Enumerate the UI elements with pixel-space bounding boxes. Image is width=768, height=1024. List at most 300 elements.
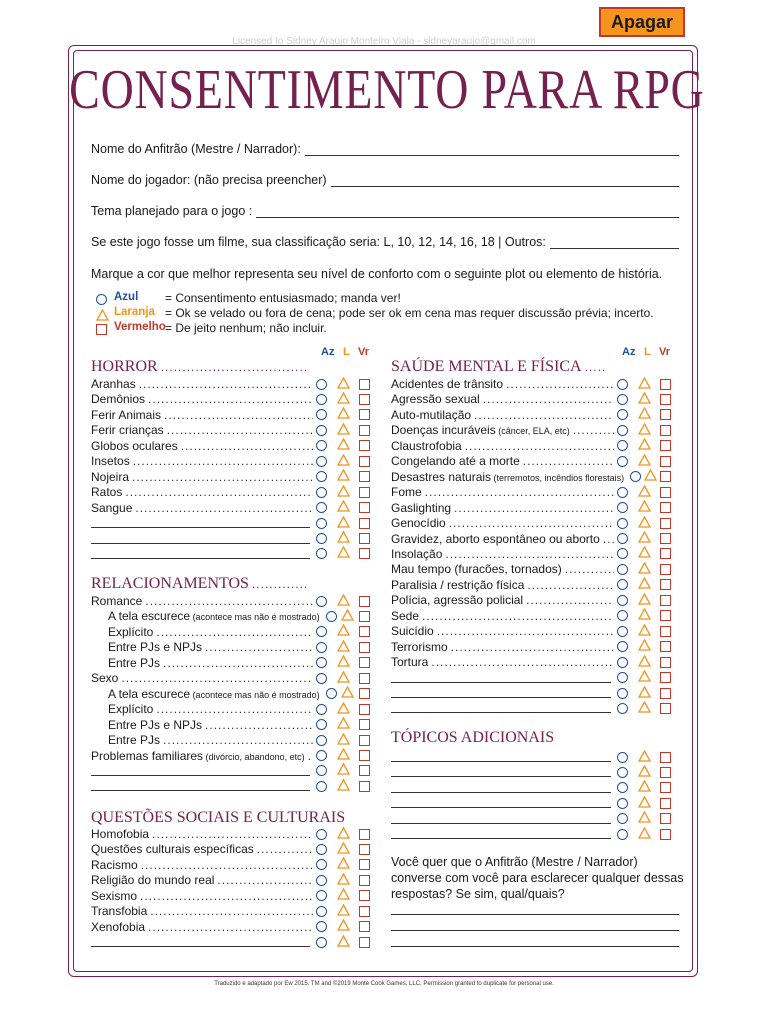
red-square-option[interactable] xyxy=(660,610,671,621)
blue-circle-option[interactable] xyxy=(316,596,327,607)
red-square-option[interactable] xyxy=(660,657,671,668)
orange-triangle-option[interactable] xyxy=(337,392,350,407)
orange-triangle-option[interactable] xyxy=(337,485,350,500)
red-square-option[interactable] xyxy=(660,456,671,467)
red-square-option[interactable] xyxy=(660,626,671,637)
rating-options xyxy=(316,842,370,857)
red-square-option[interactable] xyxy=(359,548,370,559)
item-label: A tela escurece (acontece mas não é mostrado) xyxy=(108,609,320,624)
orange-triangle-option[interactable] xyxy=(337,702,350,717)
blue-circle-option[interactable] xyxy=(316,921,327,932)
red-square-option[interactable] xyxy=(660,829,671,840)
blue-circle-option[interactable] xyxy=(316,890,327,901)
orange-triangle-option[interactable] xyxy=(638,577,651,592)
list-item xyxy=(391,407,671,423)
blank-item-line[interactable] xyxy=(391,783,611,793)
red-square-option[interactable] xyxy=(359,875,370,886)
item-label: Questões culturais específicas xyxy=(91,842,254,857)
blue-circle-option[interactable] xyxy=(617,409,628,420)
rating-options xyxy=(316,377,370,392)
blue-circle-option[interactable] xyxy=(617,657,628,668)
blue-circle-option[interactable] xyxy=(316,673,327,684)
orange-triangle-option[interactable] xyxy=(638,750,651,765)
red-square-option[interactable] xyxy=(660,394,671,405)
blue-circle-option[interactable] xyxy=(617,487,628,498)
orange-triangle-option[interactable] xyxy=(638,392,651,407)
blank-item-line[interactable] xyxy=(391,703,611,713)
red-square-option[interactable] xyxy=(359,688,370,699)
blue-circle-option[interactable] xyxy=(316,502,327,513)
blue-circle-option[interactable] xyxy=(316,394,327,405)
orange-triangle-option[interactable] xyxy=(337,733,350,748)
list-item xyxy=(91,888,370,904)
item-label: Romance xyxy=(91,594,143,608)
red-square-option[interactable] xyxy=(359,626,370,637)
rating-options xyxy=(617,608,671,623)
blank-item-line[interactable] xyxy=(391,673,611,683)
blank-item-line[interactable] xyxy=(91,937,310,947)
red-square-option[interactable] xyxy=(660,564,671,575)
red-square-option[interactable] xyxy=(359,502,370,513)
blank-item-line[interactable] xyxy=(391,688,611,698)
blue-circle-option[interactable] xyxy=(617,672,628,683)
list-item xyxy=(108,732,370,748)
orange-triangle-option[interactable] xyxy=(337,671,350,686)
blue-circle-option[interactable] xyxy=(617,579,628,590)
theme-field[interactable] xyxy=(91,204,679,218)
orange-triangle-option[interactable] xyxy=(638,670,651,685)
orange-triangle-option[interactable] xyxy=(337,717,350,732)
item-label: Sede xyxy=(391,608,420,623)
item-leader xyxy=(445,547,614,561)
legend-description: = Consentimento entusiasmado; manda ver! xyxy=(165,291,401,305)
red-square-option[interactable] xyxy=(359,765,370,776)
orange-triangle-option[interactable] xyxy=(337,438,350,453)
red-square-option[interactable] xyxy=(660,703,671,714)
orange-triangle-option[interactable] xyxy=(337,531,350,546)
blank-item-line[interactable] xyxy=(91,766,310,776)
item-label: Globos oculares xyxy=(91,438,178,453)
apagar-button[interactable]: Apagar xyxy=(599,7,685,37)
rating-options xyxy=(316,779,370,794)
orange-triangle-option[interactable] xyxy=(337,469,350,484)
orange-triangle-option[interactable] xyxy=(638,423,651,438)
rating-options xyxy=(617,796,671,811)
rating-options xyxy=(316,748,370,763)
orange-triangle-option[interactable] xyxy=(337,919,350,934)
blue-circle-option[interactable] xyxy=(316,626,327,637)
item-leader xyxy=(121,671,313,685)
list-item xyxy=(91,670,370,686)
orange-triangle-option[interactable] xyxy=(638,686,651,701)
blue-circle-option[interactable] xyxy=(316,471,327,482)
player-name-field[interactable] xyxy=(91,173,679,187)
red-square-option[interactable] xyxy=(359,890,370,901)
page-title: CONSENTIMENTO PARA RPG xyxy=(69,59,705,121)
rating-options xyxy=(617,377,671,392)
item-leader xyxy=(205,640,313,654)
item-label: Genocídio xyxy=(391,516,446,531)
item-label: Demônios xyxy=(91,392,146,407)
red-square-option[interactable] xyxy=(660,533,671,544)
blue-circle-option[interactable] xyxy=(316,425,327,436)
blue-circle-option[interactable] xyxy=(617,533,628,544)
item-leader xyxy=(141,858,313,872)
item-label: Fome xyxy=(391,485,422,500)
blue-circle-option[interactable] xyxy=(316,781,327,792)
blue-circle-option[interactable] xyxy=(326,688,337,699)
orange-triangle-option[interactable] xyxy=(337,655,350,670)
rating-options xyxy=(316,485,370,500)
orange-triangle-option[interactable] xyxy=(337,827,350,842)
orange-triangle-option[interactable] xyxy=(644,469,657,484)
orange-triangle-option[interactable] xyxy=(337,748,350,763)
rating-options xyxy=(617,562,671,577)
item-leader xyxy=(483,392,614,406)
rating-options xyxy=(617,454,671,469)
blue-circle-option[interactable] xyxy=(617,626,628,637)
blue-circle-option[interactable] xyxy=(316,875,327,886)
item-label: Entre PJs e NPJs xyxy=(108,717,203,732)
orange-triangle-option[interactable] xyxy=(337,500,350,515)
red-square-option[interactable] xyxy=(660,767,671,778)
red-square-option[interactable] xyxy=(359,642,370,653)
orange-triangle-option[interactable] xyxy=(337,377,350,392)
red-square-option[interactable] xyxy=(359,781,370,792)
red-square-option[interactable] xyxy=(359,750,370,761)
red-square-option[interactable] xyxy=(660,798,671,809)
red-square-option[interactable] xyxy=(359,394,370,405)
blue-circle-option[interactable] xyxy=(617,456,628,467)
blue-circle-option[interactable] xyxy=(617,564,628,575)
blue-circle-option[interactable] xyxy=(316,719,327,730)
orange-triangle-option[interactable] xyxy=(638,701,651,716)
orange-triangle-option[interactable] xyxy=(638,562,651,577)
blue-circle-option[interactable] xyxy=(617,798,628,809)
item-label: Transfobia xyxy=(91,904,148,919)
blank-item-line[interactable] xyxy=(391,752,611,762)
rating-options xyxy=(316,827,370,842)
item-leader xyxy=(425,485,614,499)
red-square-option[interactable] xyxy=(660,595,671,606)
list-item xyxy=(91,748,370,764)
red-square-option[interactable] xyxy=(359,440,370,451)
red-square-option[interactable] xyxy=(359,906,370,917)
orange-triangle-option[interactable] xyxy=(638,485,651,500)
red-square-option[interactable] xyxy=(359,596,370,607)
rating-options xyxy=(316,857,370,872)
red-square-option[interactable] xyxy=(359,456,370,467)
blue-circle-option[interactable] xyxy=(316,735,327,746)
red-square-option[interactable] xyxy=(660,548,671,559)
blank-item-line[interactable] xyxy=(391,829,611,839)
blank-item-row xyxy=(91,531,370,547)
blue-circle-option[interactable] xyxy=(617,703,628,714)
orange-triangle-option[interactable] xyxy=(638,796,651,811)
red-square-option[interactable] xyxy=(660,440,671,451)
item-label: Suicídio xyxy=(391,624,434,639)
list-item xyxy=(108,639,370,655)
blue-circle-option[interactable] xyxy=(316,704,327,715)
list-item xyxy=(91,469,370,485)
orange-triangle-option[interactable] xyxy=(337,624,350,639)
item-leader xyxy=(449,516,614,530)
blue-circle-option[interactable] xyxy=(316,456,327,467)
item-label: Aranhas xyxy=(91,377,136,391)
orange-triangle-option[interactable] xyxy=(337,873,350,888)
blue-circle-option[interactable] xyxy=(617,688,628,699)
question-text: converse com você para esclarecer qualquer dessas xyxy=(391,871,684,885)
orange-triangle-option[interactable] xyxy=(337,640,350,655)
theme-line[interactable] xyxy=(256,207,679,218)
red-square-option[interactable] xyxy=(359,518,370,529)
blue-circle-icon xyxy=(96,294,107,305)
blue-circle-option[interactable] xyxy=(617,641,628,652)
blue-circle-option[interactable] xyxy=(617,440,628,451)
section-heading xyxy=(91,574,309,594)
blank-item-line[interactable] xyxy=(391,767,611,777)
red-square-option[interactable] xyxy=(359,673,370,684)
orange-triangle-option[interactable] xyxy=(638,531,651,546)
red-square-option[interactable] xyxy=(359,425,370,436)
item-leader xyxy=(465,439,614,453)
blue-circle-option[interactable] xyxy=(316,906,327,917)
red-square-option[interactable] xyxy=(660,672,671,683)
item-label: Acidentes de trânsito xyxy=(391,377,504,391)
orange-triangle-option[interactable] xyxy=(638,639,651,654)
item-leader xyxy=(308,749,313,763)
red-square-option[interactable] xyxy=(359,829,370,840)
theme-label: Tema planejado para o jogo : xyxy=(91,204,253,218)
red-square-option[interactable] xyxy=(660,425,671,436)
host-name-line[interactable] xyxy=(305,145,679,156)
orange-triangle-option[interactable] xyxy=(638,407,651,422)
list-item xyxy=(91,857,370,873)
blank-item-line[interactable] xyxy=(391,814,611,824)
red-square-option[interactable] xyxy=(359,611,370,622)
list-item xyxy=(391,515,671,531)
section-title: SAÚDE MENTAL E FÍSICA xyxy=(391,358,582,375)
orange-triangle-option[interactable] xyxy=(337,935,350,950)
item-leader xyxy=(474,408,614,422)
blue-circle-option[interactable] xyxy=(617,813,628,824)
rating-line[interactable] xyxy=(550,238,679,249)
orange-triangle-option[interactable] xyxy=(341,609,354,624)
blue-circle-option[interactable] xyxy=(617,379,628,390)
red-square-option[interactable] xyxy=(660,518,671,529)
orange-triangle-option[interactable] xyxy=(337,546,350,561)
blue-circle-option[interactable] xyxy=(316,518,327,529)
list-item xyxy=(391,608,671,624)
orange-triangle-option[interactable] xyxy=(337,454,350,469)
item-leader xyxy=(257,842,313,856)
orange-triangle-option[interactable] xyxy=(638,811,651,826)
list-item xyxy=(108,717,370,733)
orange-triangle-option[interactable] xyxy=(337,407,350,422)
orange-triangle-option[interactable] xyxy=(638,438,651,453)
blue-circle-option[interactable] xyxy=(316,765,327,776)
red-square-option[interactable] xyxy=(359,471,370,482)
blue-circle-option[interactable] xyxy=(617,595,628,606)
section-heading xyxy=(91,808,346,828)
red-square-option[interactable] xyxy=(660,641,671,652)
red-square-option[interactable] xyxy=(660,502,671,513)
answer-line[interactable] xyxy=(391,930,679,931)
orange-triangle-option[interactable] xyxy=(341,686,354,701)
list-item xyxy=(391,654,671,670)
blue-circle-option[interactable] xyxy=(617,829,628,840)
red-square-option[interactable] xyxy=(660,379,671,390)
blue-circle-option[interactable] xyxy=(316,829,327,840)
rating-options xyxy=(316,594,370,609)
blue-circle-option[interactable] xyxy=(316,533,327,544)
blue-circle-option[interactable] xyxy=(316,657,327,668)
orange-triangle-option[interactable] xyxy=(337,842,350,857)
orange-triangle-option[interactable] xyxy=(638,765,651,780)
red-square-option[interactable] xyxy=(660,813,671,824)
blue-circle-option[interactable] xyxy=(617,610,628,621)
player-name-line[interactable] xyxy=(331,176,679,187)
item-label: Gaslighting xyxy=(391,500,452,515)
red-square-option[interactable] xyxy=(359,844,370,855)
rating-options xyxy=(316,904,370,919)
orange-triangle-option[interactable] xyxy=(638,454,651,469)
blank-item-line[interactable] xyxy=(91,549,310,559)
rating-options xyxy=(617,765,671,780)
red-square-option[interactable] xyxy=(359,704,370,715)
blue-circle-option[interactable] xyxy=(617,518,628,529)
orange-triangle-option[interactable] xyxy=(638,377,651,392)
orange-triangle-option[interactable] xyxy=(638,608,651,623)
orange-triangle-option[interactable] xyxy=(337,779,350,794)
blue-circle-option[interactable] xyxy=(617,782,628,793)
rating-options xyxy=(316,624,370,639)
footer-credits: Traduzido e adaptado por Ew 2015. TM and ©2019 Monte Cook Games, LLC. Permission granted to duplicate for personal use. xyxy=(214,981,554,987)
orange-triangle-option[interactable] xyxy=(638,780,651,795)
item-leader xyxy=(163,656,313,670)
rating-field[interactable] xyxy=(91,235,679,249)
blue-circle-option[interactable] xyxy=(617,548,628,559)
item-label: Problemas familiares (divórcio, abandono, etc) xyxy=(91,748,305,763)
orange-triangle-option[interactable] xyxy=(638,655,651,670)
blue-circle-option[interactable] xyxy=(316,487,327,498)
blue-circle-option[interactable] xyxy=(326,611,337,622)
blue-circle-option[interactable] xyxy=(316,379,327,390)
answer-line[interactable] xyxy=(391,914,679,915)
blue-circle-option[interactable] xyxy=(617,502,628,513)
orange-triangle-option[interactable] xyxy=(638,827,651,842)
red-square-option[interactable] xyxy=(660,579,671,590)
answer-line[interactable] xyxy=(391,946,679,947)
red-square-option[interactable] xyxy=(359,409,370,420)
item-leader xyxy=(217,873,313,887)
rating-options xyxy=(617,624,671,639)
red-square-option[interactable] xyxy=(359,533,370,544)
blank-item-line[interactable] xyxy=(91,534,310,544)
item-label: Terrorismo xyxy=(391,639,448,654)
list-item xyxy=(391,391,671,407)
item-note: (acontece mas não é mostrado) xyxy=(190,612,320,623)
orange-triangle-option[interactable] xyxy=(337,888,350,903)
orange-triangle-option[interactable] xyxy=(638,516,651,531)
blue-circle-option[interactable] xyxy=(630,471,641,482)
red-square-option[interactable] xyxy=(359,735,370,746)
orange-triangle-option[interactable] xyxy=(638,546,651,561)
orange-triangle-option[interactable] xyxy=(337,857,350,872)
red-square-option[interactable] xyxy=(660,688,671,699)
orange-triangle-option[interactable] xyxy=(638,593,651,608)
orange-triangle-option[interactable] xyxy=(638,500,651,515)
red-square-option[interactable] xyxy=(359,719,370,730)
orange-triangle-option[interactable] xyxy=(337,904,350,919)
orange-triangle-option[interactable] xyxy=(337,516,350,531)
blue-circle-option[interactable] xyxy=(316,750,327,761)
rating-options xyxy=(316,935,370,950)
rating-options xyxy=(316,919,370,934)
blue-circle-option[interactable] xyxy=(316,409,327,420)
item-leader xyxy=(140,889,313,903)
item-note: (câncer, ELA, etc) xyxy=(495,426,570,437)
blue-circle-option[interactable] xyxy=(316,937,327,948)
list-item xyxy=(91,453,370,469)
red-square-option[interactable] xyxy=(359,921,370,932)
red-square-option[interactable] xyxy=(660,471,671,482)
item-label: Entre PJs xyxy=(108,733,161,748)
list-item xyxy=(91,903,370,919)
item-leader xyxy=(454,501,614,515)
red-square-option[interactable] xyxy=(359,859,370,870)
orange-triangle-option[interactable] xyxy=(337,423,350,438)
orange-triangle-option[interactable] xyxy=(337,763,350,778)
red-square-option[interactable] xyxy=(660,752,671,763)
blue-circle-option[interactable] xyxy=(617,394,628,405)
blank-item-row xyxy=(391,685,671,701)
blue-circle-option[interactable] xyxy=(316,859,327,870)
blank-item-line[interactable] xyxy=(391,798,611,808)
list-item xyxy=(91,438,370,454)
red-square-option[interactable] xyxy=(359,657,370,668)
host-name-field[interactable] xyxy=(91,142,679,156)
rating-options xyxy=(617,639,671,654)
red-square-option[interactable] xyxy=(660,487,671,498)
red-square-option[interactable] xyxy=(359,487,370,498)
red-square-option[interactable] xyxy=(660,409,671,420)
blue-circle-option[interactable] xyxy=(316,440,327,451)
rating-options xyxy=(630,469,671,484)
blank-item-line[interactable] xyxy=(91,518,310,528)
orange-triangle-option[interactable] xyxy=(337,594,350,609)
list-item xyxy=(391,546,671,562)
red-square-option[interactable] xyxy=(359,379,370,390)
red-square-option[interactable] xyxy=(660,782,671,793)
blue-circle-option[interactable] xyxy=(316,642,327,653)
blue-circle-option[interactable] xyxy=(617,425,628,436)
item-leader xyxy=(523,454,614,468)
blank-item-row xyxy=(91,546,370,562)
item-label: Doenças incuráveis (câncer, ELA, etc) xyxy=(391,423,570,438)
blank-item-row xyxy=(91,778,370,794)
blue-circle-option[interactable] xyxy=(617,767,628,778)
list-item xyxy=(91,391,370,407)
blue-circle-option[interactable] xyxy=(316,548,327,559)
red-square-option[interactable] xyxy=(359,937,370,948)
orange-triangle-option[interactable] xyxy=(638,624,651,639)
blue-circle-option[interactable] xyxy=(617,752,628,763)
blank-item-line[interactable] xyxy=(91,781,310,791)
section-title: RELACIONAMENTOS xyxy=(91,575,249,592)
blue-circle-option[interactable] xyxy=(316,844,327,855)
list-item xyxy=(91,484,370,500)
